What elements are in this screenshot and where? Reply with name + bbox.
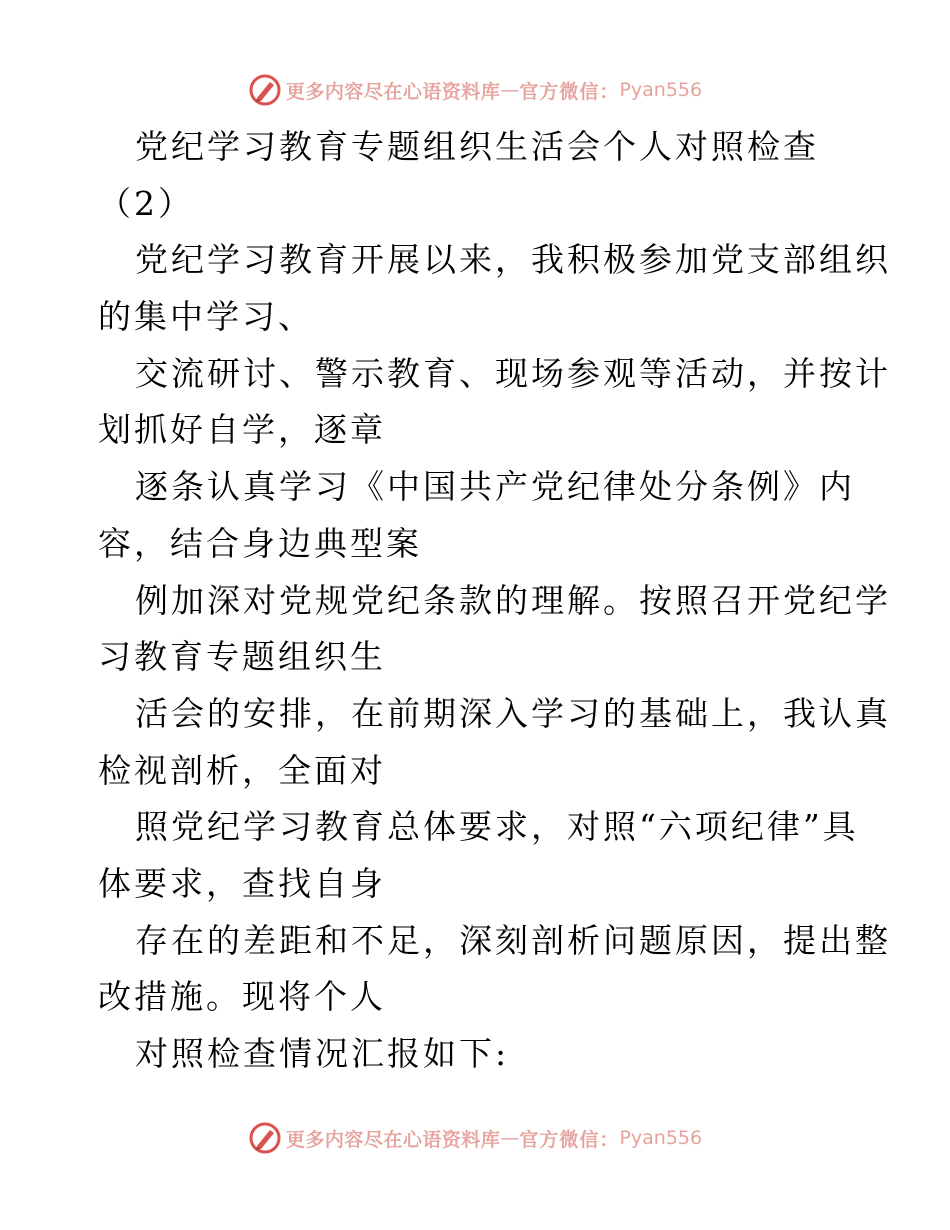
watermark-id: Pyan556 — [619, 1127, 703, 1149]
paragraph-line: 改措施。现将个人 — [98, 977, 386, 1017]
paragraph-line: 照党纪学习教育总体要求，对照“六项纪律”具 — [135, 807, 859, 847]
watermark-label: 官方微信： — [519, 80, 620, 103]
paragraph-line: 存在的差距和不足，深刻剖析问题原因，提出整 — [135, 920, 891, 960]
paragraph-line: 逐条认真学习《中国共产党纪律处分条例》内 — [135, 467, 855, 507]
watermark-dash: — — [500, 79, 520, 101]
paragraph-line: 对照检查情况汇报如下: — [135, 1034, 510, 1073]
document-title-line-2: （2） — [98, 183, 194, 223]
paragraph-line: 例加深对党规党纪条款的理解。按照召开党纪学 — [135, 580, 891, 620]
document-title-line-1: 党纪学习教育专题组织生活会个人对照检查 — [135, 127, 819, 166]
document-body — [98, 119, 891, 1083]
paragraph-line: 活会的安排，在前期深入学习的基础上，我认真 — [135, 693, 891, 733]
footer-watermark — [0, 1118, 950, 1158]
header-watermark — [0, 70, 950, 110]
watermark-id: Pyan556 — [619, 79, 703, 101]
watermark-label: 官方微信： — [519, 1128, 620, 1151]
paragraph-line: 交流研讨、警示教育、现场参观等活动，并按计 — [135, 353, 891, 393]
paragraph-line: 的集中学习、 — [98, 297, 314, 337]
pen-logo-icon — [248, 1121, 282, 1155]
paragraph-line: 党纪学习教育开展以来，我积极参加党支部组织 — [135, 240, 891, 280]
pen-logo-icon — [248, 73, 282, 107]
watermark-brand: 更多内容尽在心语资料库 — [285, 1128, 501, 1151]
paragraph-line: 体要求，查找自身 — [98, 863, 386, 903]
paragraph-line: 划抓好自学，逐章 — [98, 410, 386, 450]
watermark-brand: 更多内容尽在心语资料库 — [285, 80, 501, 103]
paragraph-line: 检视剖析，全面对 — [98, 750, 386, 790]
paragraph-line: 习教育专题组织生 — [98, 637, 386, 677]
watermark-dash: — — [500, 1127, 520, 1149]
paragraph-line: 容，结合身边典型案 — [98, 523, 422, 563]
